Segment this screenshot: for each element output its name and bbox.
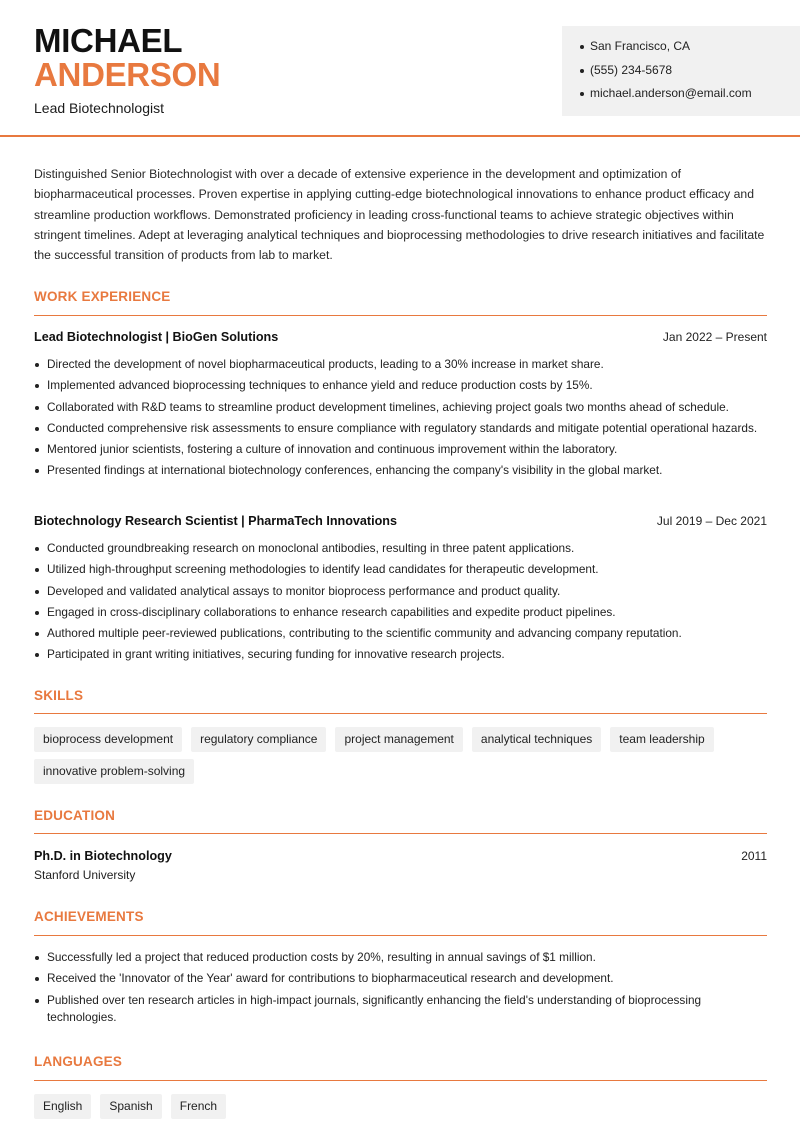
first-name: MICHAEL: [34, 22, 183, 59]
language-tag: English: [34, 1094, 91, 1119]
school: Stanford University: [34, 868, 136, 882]
list-item: Successfully led a project that reduced production costs by 20%, resulting in annual savings of $1 million.: [34, 949, 767, 966]
list-item: Conducted groundbreaking research on monoclonal antibodies, resulting in three patent applications.: [34, 540, 767, 557]
skill-tag: project management: [335, 727, 462, 752]
contact-location: San Francisco, CA: [580, 39, 800, 63]
list-item: Directed the development of novel biopharmaceutical products, leading to a 30% increase in market share.: [34, 356, 767, 373]
list-item: Conducted comprehensive risk assessments to ensure compliance with regulatory standards and mitigate potential operational hazards.: [34, 420, 767, 437]
education-entry: [34, 849, 767, 882]
job-role: Biotechnology Research Scientist | PharmaTech Innovations: [34, 514, 397, 528]
skill-tag: regulatory compliance: [191, 727, 326, 752]
contact-box: [562, 26, 800, 116]
achievements-list: [34, 943, 767, 1030]
skills-list: [34, 727, 774, 784]
contact-phone: (555) 234-5678: [580, 63, 800, 87]
list-item: Received the 'Innovator of the Year' award for contributions to biopharmaceutical research and development.: [34, 970, 767, 987]
list-item: Engaged in cross-disciplinary collaborations to enhance research capabilities and expedite product pipelines.: [34, 604, 767, 621]
job-bullets: [34, 356, 767, 480]
graduation-year: 2011: [741, 849, 767, 863]
section-divider: [34, 315, 767, 316]
summary: Distinguished Senior Biotechnologist with over a decade of extensive experience in the development and optimization of biopharmaceutical processes. Proven expertise in applying cutting-edge biotechnological innovations to enhance product efficacy and streamline production workflows. Demonstrated proficiency in leading cross-functional teams to achieve strategic objectives within stringent timelines. Adept at leveraging analytical techniques and bioprocessing methodologies to drive research initiatives and facilitate the successful transition of products from lab to market.: [34, 167, 765, 263]
list-item: Implemented advanced bioprocessing techniques to enhance yield and reduce production costs by 15%.: [34, 377, 767, 394]
last-name: ANDERSON: [34, 56, 221, 93]
resume-header: [0, 0, 800, 137]
section-divider: [34, 833, 767, 834]
list-item: Utilized high-throughput screening methodologies to identify lead candidates for therapeutic development.: [34, 561, 767, 578]
achievement-bullets: [34, 949, 767, 1026]
language-tag: French: [171, 1094, 226, 1119]
list-item: Participated in grant writing initiatives, securing funding for innovative research projects.: [34, 646, 767, 663]
job-dates: Jan 2022 – Present: [662, 330, 767, 344]
section-title-languages: LANGUAGES: [34, 1054, 123, 1069]
list-item: Presented findings at international biotechnology conferences, enhancing the company's visibility in the global market.: [34, 462, 767, 479]
section-divider: [34, 935, 767, 936]
skill-tag: analytical techniques: [472, 727, 601, 752]
job-dates: Jul 2019 – Dec 2021: [656, 514, 767, 528]
job-entry-2: [34, 514, 767, 668]
contact-email[interactable]: michael.anderson@email.com: [580, 86, 800, 110]
list-item: Collaborated with R&D teams to streamline product development timelines, achieving project goals two months ahead of schedule.: [34, 399, 767, 416]
section-title-education: EDUCATION: [34, 808, 116, 823]
language-tag: Spanish: [100, 1094, 161, 1119]
skill-tag: team leadership: [610, 727, 713, 752]
list-item: Authored multiple peer-reviewed publications, contributing to the scientific community and advancing company reputation.: [34, 625, 767, 642]
job-bullets: [34, 540, 767, 664]
section-divider: [34, 1080, 767, 1081]
skill-tag: innovative problem-solving: [34, 759, 194, 784]
section-divider: [34, 713, 767, 714]
job-role: Lead Biotechnologist | BioGen Solutions: [34, 330, 279, 344]
section-title-skills: SKILLS: [34, 688, 84, 703]
section-title-work: WORK EXPERIENCE: [34, 289, 171, 304]
skill-tag: bioprocess development: [34, 727, 182, 752]
section-title-achievements: ACHIEVEMENTS: [34, 909, 144, 924]
list-item: Developed and validated analytical assays to monitor bioprocess performance and product quality.: [34, 583, 767, 600]
list-item: Mentored junior scientists, fostering a culture of innovation and continuous improvement within the laboratory.: [34, 441, 767, 458]
languages-list: [34, 1094, 774, 1119]
list-item: Published over ten research articles in high-impact journals, significantly enhancing the field's understanding of bioprocessing technologies.: [34, 992, 767, 1027]
job-entry-1: [34, 330, 767, 484]
degree: Ph.D. in Biotechnology: [34, 849, 172, 863]
job-title: Lead Biotechnologist: [34, 100, 164, 116]
